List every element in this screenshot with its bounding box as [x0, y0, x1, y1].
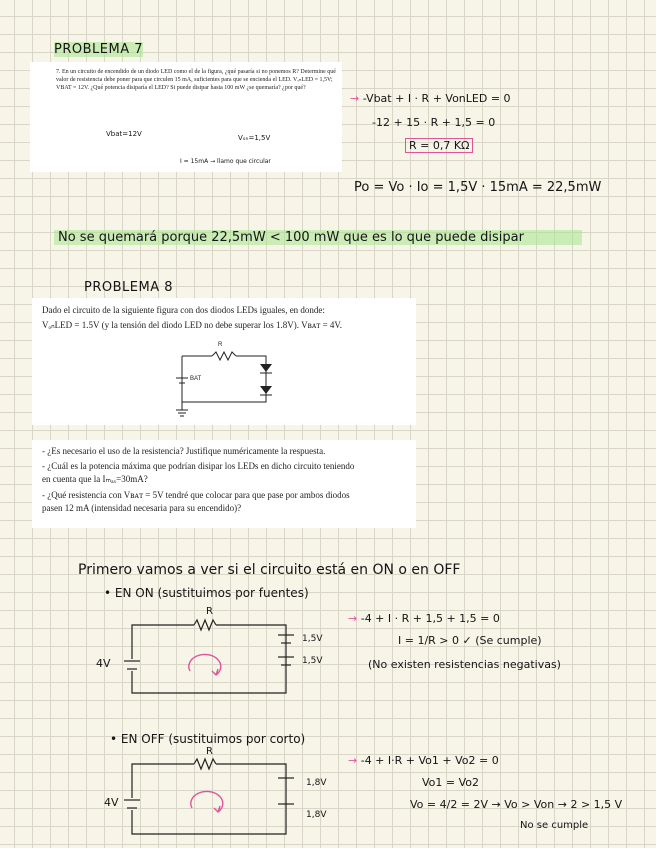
problem-8-circuit-figure	[32, 298, 416, 425]
solution-intro: Primero vamos a ver si el circuito está en ON o en OFF	[78, 562, 461, 578]
on-title: • EN ON (sustituimos por fuentes)	[104, 586, 309, 600]
problem-7-circuit-figure	[30, 62, 342, 172]
p7-eq2: -12 + 15 · R + 1,5 = 0	[372, 116, 496, 129]
p8-q2a: - ¿Cuál es la potencia máxima que podrían disipar los LEDs en dicho circuito teniendo	[42, 461, 355, 471]
off-eq4: No se cumple	[520, 820, 589, 831]
p7-fig-von: Vₒₙ=1,5V	[238, 134, 271, 142]
p7-eq1-text: -Vbat + I · R + VonLED = 0	[362, 92, 511, 105]
on-note: (No existen resistencias negativas)	[368, 658, 561, 671]
p8-fig-r: R	[218, 342, 223, 348]
off-circuit-drawing	[120, 752, 300, 842]
on-eq1-text: -4 + I · R + 1,5 + 1,5 = 0	[360, 612, 500, 625]
off-d1-label: 1,8V	[306, 778, 327, 788]
p7-fig-note: I = 15mA → llamo que circular	[180, 158, 271, 165]
p8-statement-l1: Dado el circuito de la siguiente figura con dos diodos LEDs iguales, en donde:	[42, 305, 325, 315]
p8-q1: - ¿Es necesario el uso de la resistencia? Justifique numéricamente la respuesta.	[42, 446, 326, 456]
p7-result-box: R = 0,7 KΩ	[405, 138, 473, 153]
p7-eq1: → -Vbat + I · R + VonLED = 0	[350, 92, 511, 105]
p7-fig-vbat: Vbat=12V	[106, 130, 142, 138]
off-source-label: 4V	[104, 796, 119, 809]
p8-q3b: pasen 12 mA (intensidad necesaria para su encendido)?	[42, 503, 242, 513]
p8-q3a: - ¿Qué resistencia con Vʙᴀᴛ = 5V tendré que colocar para que pase por ambos diodos	[42, 490, 350, 500]
off-title: • EN OFF (sustituimos por corto)	[110, 732, 306, 746]
p8-fig-bat: BAT	[190, 376, 202, 382]
p7-power: Po = Vo · Io = 1,5V · 15mA = 22,5mW	[354, 180, 602, 195]
off-eq3: Vo = 4/2 = 2V → Vo > Von → 2 > 1,5 V	[410, 798, 623, 811]
off-r-label: R	[206, 746, 213, 757]
on-source-label: 4V	[96, 657, 111, 670]
p8-statement-l2: VₒₙLED = 1.5V (y la tensión del diodo LED no debe superar los 1.8V). Vʙᴀᴛ = 4V.	[42, 320, 342, 330]
p7-conclusion: No se quemará porque 22,5mW < 100 mW que es lo que puede disipar	[54, 230, 582, 245]
off-eq1: → -4 + I·R + Vo1 + Vo2 = 0	[348, 754, 499, 767]
problem-8-questions-card	[32, 440, 416, 528]
problem-7-statement-card	[30, 62, 342, 172]
on-d2-label: 1,5V	[302, 656, 323, 666]
on-eq1: → -4 + I · R + 1,5 + 1,5 = 0	[348, 612, 500, 625]
problem-7-statement: 7. En un circuito de encendido de un diodo LED como el de la figura, ¿qué pasaría si no ponemos R? Determine qué valor de resistencia debe poner para que circulen 15 mA, suficientes para que se encienda el LED. VₒₙLED = 1,5V; VBAT = 12V. ¿Qué potencia disiparía el LED? Si puede disipar hasta 100 mW ¿se quemaría? ¿por qué?	[56, 69, 336, 91]
off-eq2: Vo1 = Vo2	[422, 776, 480, 789]
off-d2-label: 1,8V	[306, 810, 327, 820]
on-d1-label: 1,5V	[302, 634, 323, 644]
on-eq2: I = 1/R > 0 ✓ (Se cumple)	[398, 634, 542, 647]
p8-q2b: en cuenta que la Iₘₐₓ=30mA?	[42, 474, 148, 484]
problem-8-title: PROBLEMA 8	[84, 280, 173, 295]
on-circuit-drawing	[120, 605, 300, 695]
problem-7-title: PROBLEMA 7	[54, 42, 143, 57]
on-r-label: R	[206, 606, 213, 617]
problem-8-statement-card	[32, 298, 416, 425]
off-eq1-text: -4 + I·R + Vo1 + Vo2 = 0	[360, 754, 499, 767]
